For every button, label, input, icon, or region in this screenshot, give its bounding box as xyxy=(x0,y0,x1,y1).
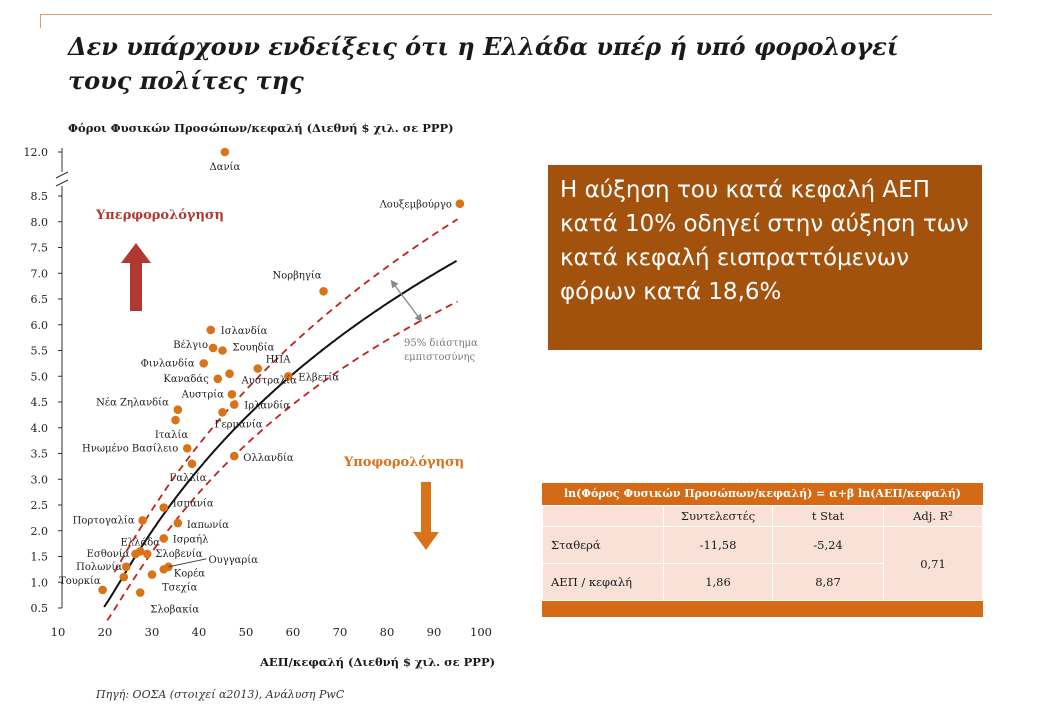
x-tick-label: 50 xyxy=(238,625,254,639)
data-point xyxy=(456,199,465,208)
data-point xyxy=(218,408,227,417)
tstat-cell: -5,24 xyxy=(773,527,884,564)
y-tick-label: 12.0 xyxy=(23,146,48,159)
axis-break-icon xyxy=(56,172,68,186)
data-point xyxy=(221,148,230,157)
leader-line xyxy=(168,559,206,567)
point-label: Τσεχία xyxy=(162,582,198,594)
regression-grid xyxy=(542,505,983,601)
data-point xyxy=(148,570,157,579)
data-point xyxy=(159,503,168,512)
ci-double-arrow-icon xyxy=(393,283,420,319)
point-label: Νέα Ζηλανδία xyxy=(96,397,169,409)
table-header-cell xyxy=(543,506,664,527)
x-tick-label: 70 xyxy=(332,625,348,639)
table-row xyxy=(543,527,983,564)
y-tick-label: 1.0 xyxy=(30,576,48,590)
row-label: ΑΕΠ / κεφαλή xyxy=(543,564,664,601)
y-tick-label: 3.5 xyxy=(30,447,48,461)
data-point xyxy=(174,405,183,414)
point-label: Σλοβενία xyxy=(155,548,203,560)
y-tick-label: 8.5 xyxy=(30,190,48,203)
point-label: Αυστραλία xyxy=(241,375,297,387)
data-point xyxy=(136,588,145,597)
table-header-cell: Adj. R² xyxy=(884,506,983,527)
point-label: Φινλανδία xyxy=(140,358,195,370)
regression-equation: ln(Φόρος Φυσικών Προσώπων/κεφαλή) = α+β ln(ΑΕΠ/κεφαλή) xyxy=(542,483,983,505)
point-label: Πολωνία xyxy=(76,561,123,573)
data-point xyxy=(228,390,237,399)
over-taxation-label: Υπερφορολόγηση xyxy=(96,208,224,223)
y-tick-label: 2.0 xyxy=(30,524,48,538)
point-label: Βέλγιο xyxy=(173,339,209,351)
callout-box: Η αύξηση του κατά κεφαλή ΑΕΠ κατά 10% οδηγεί στην αύξηση των κατά κεφαλή εισπραττόμενων φόρων κατά 18,6% xyxy=(548,165,982,350)
point-label: Νορβηγία xyxy=(272,270,322,282)
data-point xyxy=(253,364,262,373)
data-point xyxy=(319,287,328,296)
data-point xyxy=(174,519,183,528)
point-label: Εσθονία xyxy=(86,548,130,560)
point-label: Αυστρία xyxy=(181,389,224,401)
point-label: Τουρκία xyxy=(59,575,101,587)
y-tick-label: 6.0 xyxy=(30,318,48,332)
point-label: Ελλάδα xyxy=(120,537,161,549)
y-tick-label: 0.5 xyxy=(30,602,48,615)
point-label: Ελβετία xyxy=(298,372,340,384)
point-label: Ισλανδία xyxy=(220,325,268,337)
data-point xyxy=(206,326,215,335)
y-tick-label: 1.5 xyxy=(30,550,48,564)
point-label: Ιταλία xyxy=(154,430,189,442)
coef-cell: -11,58 xyxy=(664,527,773,564)
data-point xyxy=(199,359,208,368)
data-point xyxy=(230,400,239,409)
point-label: Πορτογαλία xyxy=(72,515,135,527)
x-tick-label: 60 xyxy=(285,625,301,639)
point-label: Καναδάς xyxy=(163,373,209,385)
point-label: Γερμανία xyxy=(214,419,263,431)
data-point xyxy=(138,516,147,525)
y-tick-label: 7.0 xyxy=(30,267,48,281)
y-tick-label: 2.5 xyxy=(30,499,48,512)
table-footer-bar xyxy=(542,601,983,617)
point-label: Γαλλία xyxy=(169,472,207,484)
y-tick-label: 7.5 xyxy=(30,241,48,255)
data-point xyxy=(159,534,168,543)
point-label: Κορέα xyxy=(173,568,206,580)
data-point xyxy=(122,563,131,572)
x-tick-label: 40 xyxy=(191,625,207,639)
row-label: Σταθερά xyxy=(543,527,664,564)
y-tick-label: 5.5 xyxy=(30,344,48,358)
down-arrow-icon xyxy=(413,482,439,550)
tstat-cell: 8,87 xyxy=(773,564,884,601)
point-label: Σουηδία xyxy=(232,342,275,354)
data-point xyxy=(225,369,234,378)
data-point xyxy=(218,346,227,355)
up-arrow-icon xyxy=(121,243,151,311)
x-tick-label: 100 xyxy=(470,625,492,639)
point-label: Ολλανδία xyxy=(243,453,294,465)
ci-label: 95% διάστημα εμπιστοσύνης xyxy=(404,338,478,363)
regression-table xyxy=(542,483,983,617)
y-tick-label: 6.5 xyxy=(30,293,48,306)
y-axis-label: Φόροι Φυσικών Προσώπων/κεφαλή (Διεθνή $ χιλ. σε PPP) xyxy=(68,121,454,135)
data-point xyxy=(183,444,192,453)
x-tick-label: 10 xyxy=(50,625,66,639)
table-header-cell: t Stat xyxy=(773,506,884,527)
point-label: Ισραήλ xyxy=(172,534,209,546)
point-label: Ισπανία xyxy=(172,498,214,510)
coef-cell: 1,86 xyxy=(664,564,773,601)
point-label: Ουγγαρία xyxy=(208,554,258,566)
point-label: Ιρλανδία xyxy=(244,400,290,412)
point-label: Λουξεμβούργο xyxy=(379,199,452,211)
source-note: Πηγή: ΟΟΣΑ (στοιχεί α2013), Ανάλυση PwC xyxy=(96,688,345,701)
y-tick-label: 4.5 xyxy=(30,396,48,409)
page-title: Δεν υπάρχουν ενδείξεις ότι η Ελλάδα υπέρ ή υπό φορολογεί τους πολίτες της xyxy=(68,32,899,95)
table-header-row xyxy=(543,506,983,527)
x-axis-label: ΑΕΠ/κεφαλή (Διεθνή $ χιλ. σε PPP) xyxy=(260,655,496,669)
data-point xyxy=(209,344,218,353)
table-header-cell: Συντελεστές xyxy=(664,506,773,527)
adj-r2-cell: 0,71 xyxy=(884,527,983,601)
x-tick-label: 90 xyxy=(426,625,442,639)
data-point xyxy=(214,375,223,384)
x-tick-label: 80 xyxy=(379,625,395,639)
point-label: Ιαπωνία xyxy=(186,520,230,532)
x-tick-label: 30 xyxy=(144,625,160,639)
data-point xyxy=(131,550,140,559)
point-label: Δανία xyxy=(209,162,241,173)
data-point xyxy=(188,460,197,469)
data-point xyxy=(120,573,129,582)
under-taxation-label: Υποφορολόγηση xyxy=(344,455,465,470)
point-label: ΗΠΑ xyxy=(265,354,291,366)
data-point xyxy=(143,550,152,559)
data-point xyxy=(230,452,239,461)
x-tick-label: 20 xyxy=(97,625,113,639)
y-tick-label: 4.0 xyxy=(30,421,48,435)
data-point xyxy=(159,565,168,574)
point-label: Σλοβακία xyxy=(150,604,200,616)
data-point xyxy=(171,416,180,425)
point-label: Ηνωμένο Βασίλειο xyxy=(82,443,179,455)
y-tick-label: 5.0 xyxy=(30,370,48,384)
y-tick-label: 8.0 xyxy=(30,215,48,229)
y-tick-label: 3.0 xyxy=(30,473,48,487)
